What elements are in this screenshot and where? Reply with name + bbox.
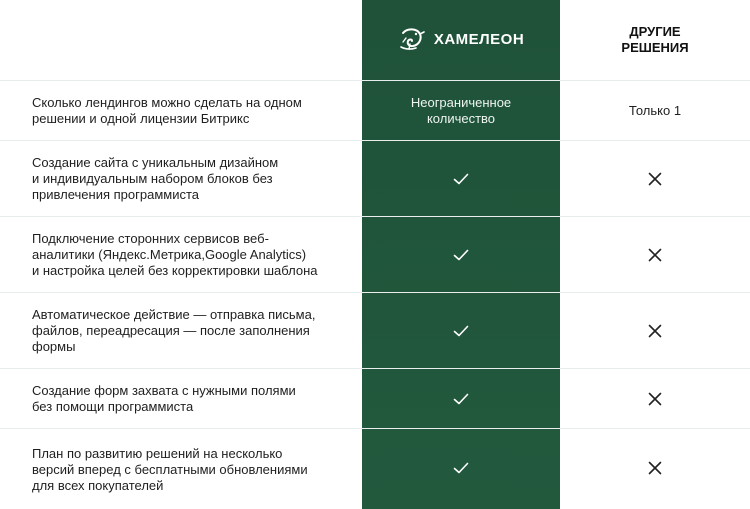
feature-line: и индивидуальным набором блоков без (32, 171, 273, 186)
check-icon (362, 429, 560, 506)
divider (362, 368, 560, 369)
feature-line: без помощи программиста (32, 399, 194, 414)
feature-line: Создание сайта с уникальным дизайном (32, 155, 279, 170)
feature-line: и настройка целей без корректировки шаблона (32, 263, 318, 278)
feature-line: формы (32, 339, 76, 354)
divider (362, 292, 560, 293)
check-icon (362, 217, 560, 293)
check-icon (362, 293, 560, 369)
feature-line: План по развитию решений на несколько (32, 445, 283, 461)
table-row (0, 80, 750, 141)
brand-logo (398, 27, 524, 53)
feature-line: решении и одной лицензии Битрикс (32, 111, 250, 126)
divider (362, 80, 560, 81)
table-row (0, 428, 750, 509)
divider (362, 216, 560, 217)
feature-text (32, 307, 332, 355)
feature-text (32, 231, 332, 279)
cross-icon (560, 141, 750, 217)
feature-line: аналитики (Яндекс.Метрика,Google Analytics) (32, 247, 307, 262)
table-row (0, 292, 750, 369)
feature-text (32, 383, 332, 415)
other-solutions-header (560, 0, 750, 80)
divider (362, 140, 560, 141)
feature-line: Автоматическое действие — отправка письма, (32, 307, 316, 322)
chameleon-logo-icon (398, 27, 426, 53)
hameleon-value-line: Неограниченное (410, 95, 512, 110)
brand-cell (362, 0, 560, 80)
divider (362, 428, 560, 429)
cross-icon (560, 369, 750, 429)
other-value: Только 1 (628, 103, 682, 118)
cross-icon (560, 293, 750, 369)
feature-line: файлов, переадресация — после заполнения (32, 323, 310, 338)
table-row (0, 140, 750, 217)
feature-text (32, 446, 332, 494)
table-row (0, 368, 750, 429)
other-title-line2: РЕШЕНИЯ (621, 40, 689, 55)
cross-icon (560, 429, 750, 506)
feature-line: Сколько лендингов можно сделать на одном (32, 95, 302, 110)
other-title-line1: ДРУГИЕ (629, 24, 681, 39)
check-icon (362, 369, 560, 429)
feature-line: Подключение сторонних сервисов веб- (32, 231, 269, 246)
brand-name: ХАМЕЛЕОН (433, 31, 525, 48)
check-icon (362, 141, 560, 217)
hameleon-value (362, 81, 560, 141)
feature-text (32, 155, 332, 203)
hameleon-value-line: количество (426, 111, 496, 126)
header-row (0, 0, 750, 80)
feature-text (32, 95, 332, 127)
feature-line: версий вперед с бесплатными обновлениями (32, 461, 308, 477)
feature-line: для всех покупателей (32, 477, 164, 493)
feature-line: привлечения программиста (32, 187, 199, 202)
cross-icon (560, 217, 750, 293)
table-row (0, 216, 750, 293)
feature-line: Создание форм захвата с нужными полями (32, 383, 296, 398)
